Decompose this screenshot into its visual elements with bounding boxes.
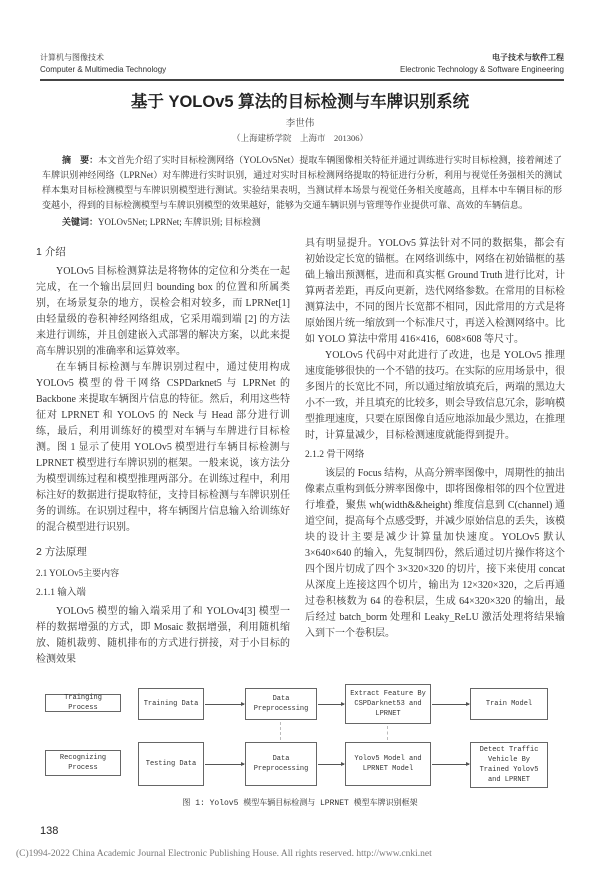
dashed-connector: [280, 722, 281, 740]
author: 李世伟: [285, 119, 315, 129]
dashed-connector: [387, 726, 388, 740]
box-yolov5-lprnet-model: Yolov5 Model and LPRNET Model: [345, 742, 431, 786]
header-right-cn: 电子技术与软件工程: [492, 53, 564, 62]
keywords-text: YOLOv5Net; LPRNet; 车牌识别; 目标检测: [98, 217, 261, 227]
subsection-heading: 2.1 YOLOv5主要内容: [36, 568, 120, 578]
header-left-en: Computer & Multimedia Technology: [40, 65, 167, 74]
figure-caption: 图 1: Yolov5 模型车辆目标检测与 LPRNET 模型车牌识别框架: [182, 799, 418, 808]
header-left-cn: 计算机与图像技术: [40, 53, 104, 62]
paragraph: 在车辆目标检测与车牌识别过程中，通过使用构成 YOLOv5 模型的骨干网络 CSPDarknet5 与 LPRNet 的 Backbone 来提取车辆图片信息的特征。然后，利用这些特征对 LPRNET 和 YOLOv5 的 Neck 与 Head 部分进行训练，最后，利用训练好的模型对车辆与车牌进行目标检测。图 1 显示了使用 YOLOv5 模型进行车辆目标检测与 LPRNET 模型进行车牌识别的框架。一般来说，该方法分为模型训练过程和模型推理两部分。在训练过程中，利用标注好的数据进行提取特征，支持目标检测与车牌识别任务的训练。在识别过程中，将车辆图片信息输入给训练好的混合模型进行识别。: [36, 362, 290, 533]
box-training-process: Trainging Process: [45, 694, 121, 712]
box-testing-data: Testing Data: [138, 742, 204, 786]
box-extract-feature: Extract Feature By CSPDarknet53 and LPRNET: [345, 684, 431, 724]
paragraph: YOLOv5 代码中对此进行了改进，也是 YOLOv5 推理速度能够很快的一个不错的技巧。在实际的应用场景中，很多图片的长宽比不同，所以通过缩放填充后，两端的黑边大小不一致，并且填充的比较多，则会导致信息冗余，影响模型推理速度，只要在原图像自适应地添加最少黑边，在推理时，计算量减少，目标检测速度就能得到提升。: [305, 350, 565, 441]
figure-1-diagram: [0, 680, 600, 792]
journal-header: [40, 52, 564, 81]
right-column: [305, 236, 565, 668]
paragraph: YOLOv5 目标检测算法是将物体的定位和分类在一起完成，在一个输出层回归 bounding box 的位置和所属类别，在场景复杂的地方，误检会相对较多，而 LPRNet[1] 由轻量级的卷积神经网络组成，它采用端到端 [2] 的方法来进行训练，并且创建嵌入式部署的解决方案，以此来提高车牌识别的准确率和运算效率。: [36, 266, 290, 357]
section-heading: 2 方法原理: [36, 546, 87, 558]
arrow: [432, 764, 469, 765]
box-data-preprocessing-2: Data Preprocessing: [245, 742, 317, 786]
box-training-data: Training Data: [138, 688, 204, 720]
abstract: [42, 153, 562, 213]
copyright-footer: (C)1994-2022 China Academic Journal Electronic Publishing House. All rights reserved. http://www.cnki.net: [16, 849, 432, 859]
keywords: [62, 215, 600, 230]
page-number: 138: [40, 825, 59, 837]
arrow: [205, 764, 244, 765]
affiliation: （上海建桥学院 上海市 201306）: [231, 133, 368, 143]
paragraph: YOLOv5 模型的输入端采用了和 YOLOv4[3] 模型一样的数据增强的方式，即 Mosaic 数据增强，利用随机缩放、随机裁剪、随机排布的方式进行拼接，对于小目标的检测效果: [36, 606, 290, 665]
paragraph: 具有明显提升。YOLOv5 算法针对不同的数据集，都会有初始设定长宽的锚框。在网络训练中，网络在初始锚框的基础上输出预测框，进而和真实框 Ground Truth 进行比对，计算两者差距，再反向更新，迭代网络参数。在常用的目标检测算法中，不同的图片长宽都不相同，因此常用的方式是将原始图片统一缩放到一个标准尺寸，再送入检测网络中。比如 YOLO 算法中常用 416×416，608×608 等尺寸。: [305, 238, 565, 345]
header-right-en: Electronic Technology & Software Engineering: [400, 65, 564, 74]
arrow: [318, 704, 344, 705]
left-column: [36, 236, 290, 668]
subsubsection-heading: 2.1.2 骨干网络: [305, 450, 365, 460]
arrow: [318, 764, 344, 765]
body-columns: [36, 236, 565, 668]
paper-title: 基于 YOLOv5 算法的目标检测与车牌识别系统: [130, 93, 470, 111]
box-detect-traffic-vehicle: Detect Traffic Vehicle By Trained Yolov5 and LPRNET: [470, 742, 548, 788]
arrow: [432, 704, 469, 705]
abstract-text: 本文首先介绍了实时目标检测网络（YOLOv5Net）提取车辆图像相关特征并通过训练进行实时目标检测，接着阐述了车牌识别神经网络（LPRNet）对车牌进行实时识别，通过对实时目标检测网络提取的特征进行分析，利用与视觉任务强相关的测试样本集对目标检测模型与车牌识别模型进行测试。实验结果表明，当测试样本场景与视觉任务相关度越高，且样本中车辆目标的形变越小，得到的目标检测模型与车牌识别模型的效果越好，能够为交通车辆识别与管理等作业提供可靠、高效的车辆信息。: [42, 155, 562, 210]
paragraph: 该层的 Focus 结构，从高分辨率图像中，周期性的抽出像素点重构到低分辨率图像中，即将图像相邻的四个位置进行堆叠，聚焦 wh(width&&height) 维度信息到 C(channel) 通道空间，提高每个点感受野，并减少原始信息的丢失，该模块的设计主要是减少计算量加快速度。YOLOv5 默认 3×640×640 的输入，先复制四份，然后通过切片操作将这个四个图片切成了四个 3×320×320 的切片，接下来使用 concat 从深度上连接这四个切片，输出为 12×320×320，之后再通过卷积核数为 64 的卷积层，生成 64×320×320 的输出，最后经过 batch_borm 处理和 Leaky_ReLU 激活处理将结果输入到下一个卷积层。: [305, 468, 565, 639]
arrow: [205, 704, 244, 705]
keywords-label: 关键词：: [62, 217, 99, 227]
subsubsection-heading: 2.1.1 输入端: [36, 588, 86, 598]
box-data-preprocessing: Data Preprocessing: [245, 688, 317, 720]
abstract-label: 摘 要：: [62, 155, 99, 165]
box-train-model: Train Model: [470, 688, 548, 720]
journal-header-left: [40, 52, 166, 76]
box-recognizing-process: Recognizing Process: [45, 750, 121, 776]
section-heading: 1 介绍: [36, 246, 66, 258]
journal-header-right: [400, 52, 564, 76]
